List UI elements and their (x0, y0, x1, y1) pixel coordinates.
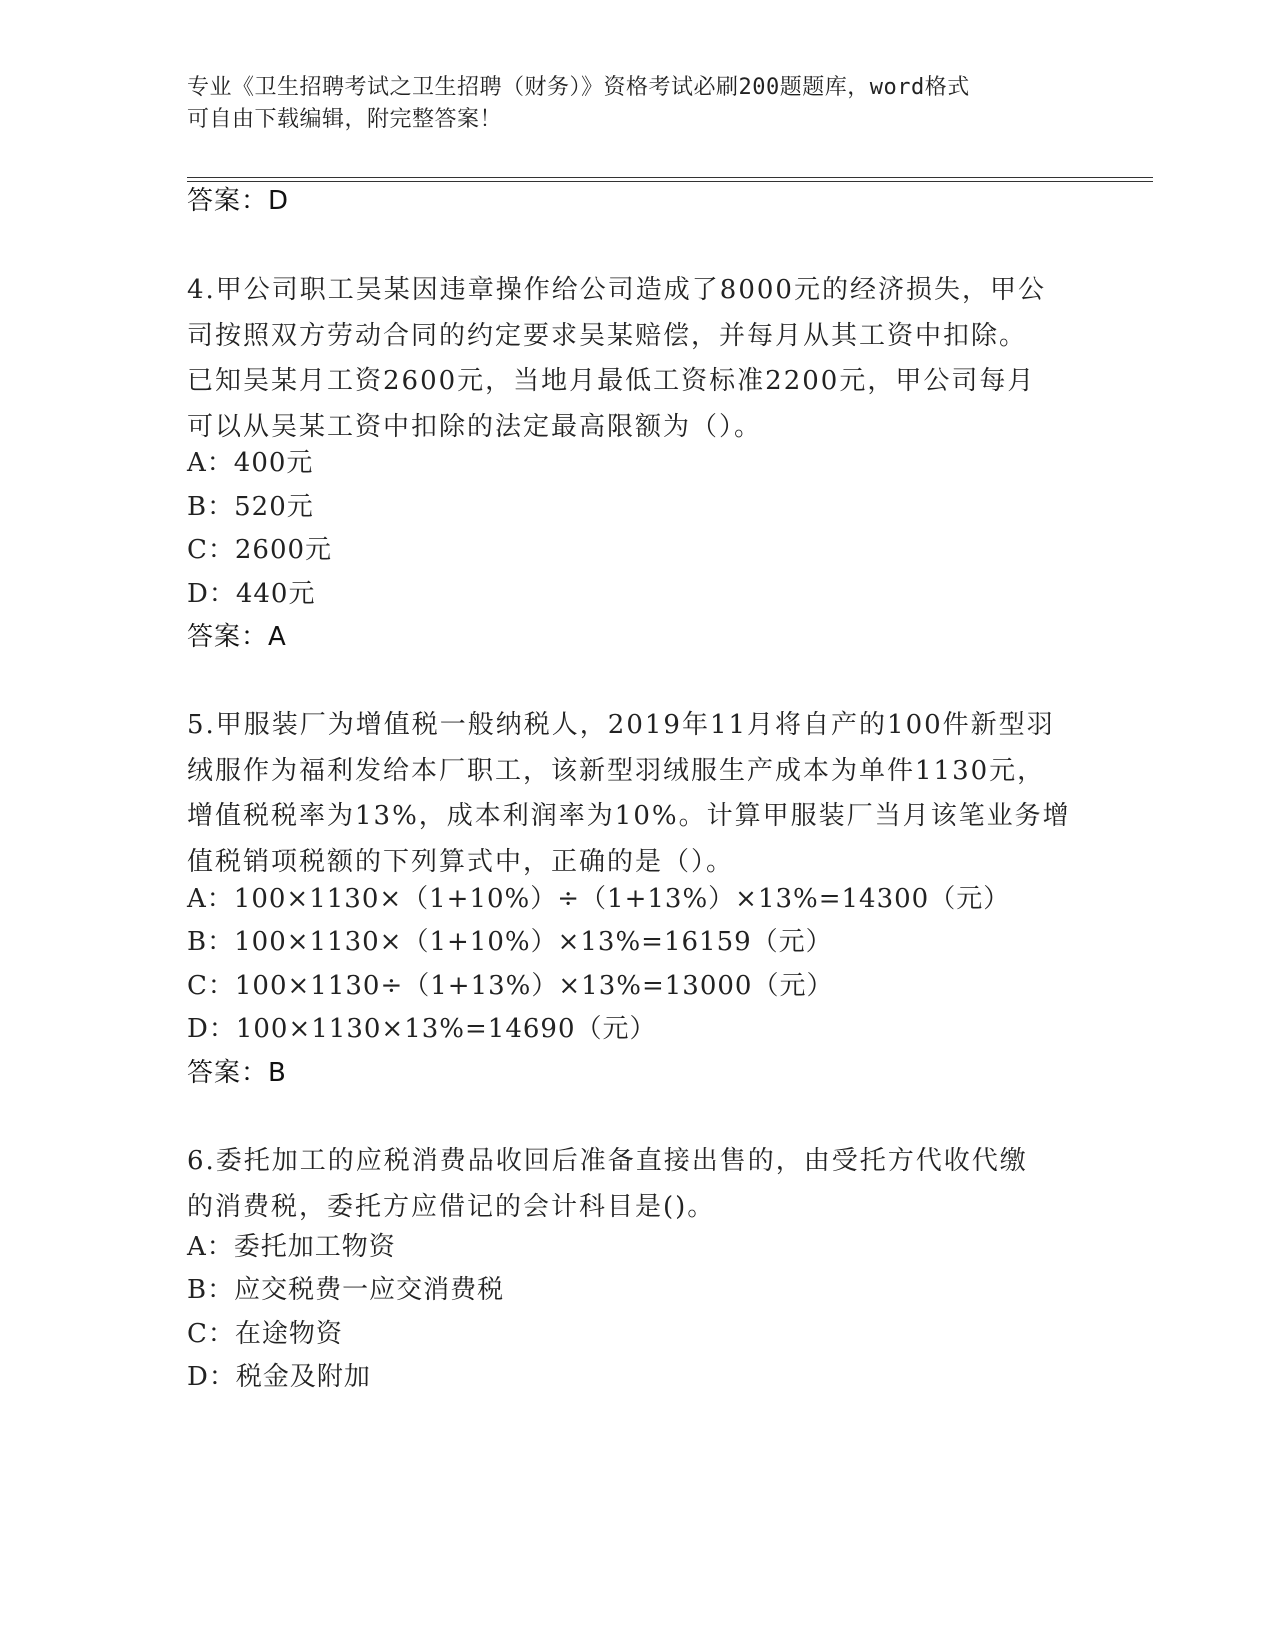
question-6-stem-line: 6.委托加工的应税消费品收回后准备直接出售的，由受托方代收代缴 (187, 1146, 1028, 1176)
question-5-stem-line: 增值税税率为13%，成本利润率为10%。计算甲服装厂当月该笔业务增 (187, 801, 1071, 831)
question-5-stem-line: 5.甲服装厂为增值税一般纳税人，2019年11月将自产的100件新型羽 (187, 710, 1055, 740)
question-4-option-d: D：440元 (187, 579, 316, 609)
document-header (187, 72, 1087, 136)
question-6-option-b: B：应交税费一应交消费税 (187, 1275, 505, 1305)
header-line-1: 专业《卫生招聘考试之卫生招聘（财务）》资格考试必刷200题题库，word格式 (187, 75, 970, 100)
previous-answer: 答案：D (187, 186, 290, 216)
header-line-2: 可自由下载编辑，附完整答案！ (187, 107, 503, 132)
question-5-stem-line: 值税销项税额的下列算式中，正确的是（）。 (187, 846, 735, 877)
question-5-stem-line: 绒服作为福利发给本厂职工，该新型羽绒服生产成本为单件1130元， (187, 755, 1046, 786)
question-5-option-d: D：100×1130×13%=14690（元） (187, 1014, 657, 1044)
question-4-answer: 答案：A (187, 622, 287, 652)
question-4-option-b: B：520元 (187, 492, 314, 522)
question-6-stem-line: 的消费税，委托方应借记的会计科目是()。 (187, 1191, 716, 1222)
question-6-option-c: C：在途物资 (187, 1319, 343, 1349)
question-5-option-b: B：100×1130×（1+10%）×13%=16159（元） (187, 927, 833, 957)
question-5-option-c: C：100×1130÷（1+13%）×13%=13000（元） (187, 971, 834, 1001)
question-4-stem-line: 已知吴某月工资2600元，当地月最低工资标准2200元，甲公司每月 (187, 366, 1036, 396)
question-4-stem-line: 司按照双方劳动合同的约定要求吴某赔偿，并每月从其工资中扣除。 (187, 320, 1028, 351)
header-divider-top (187, 177, 1153, 178)
question-4-option-c: C：2600元 (187, 535, 333, 565)
question-4-stem-line: 4.甲公司职工吴某因违章操作给公司造成了8000元的经济损失，甲公 (187, 275, 1046, 305)
question-5-answer: 答案：B (187, 1058, 287, 1088)
question-6-option-a: A：委托加工物资 (187, 1232, 396, 1262)
header-divider-bottom (187, 181, 1153, 182)
question-4-stem (187, 268, 1087, 450)
question-5-option-a: A：100×1130×（1+10%）÷（1+13%）×13%=14300（元） (187, 884, 1011, 914)
question-4-option-a: A：400元 (187, 448, 314, 478)
question-6-stem (187, 1139, 1087, 1230)
question-5-stem (187, 703, 1087, 885)
question-6-option-d: D：税金及附加 (187, 1362, 371, 1392)
question-4-stem-line: 可以从吴某工资中扣除的法定最高限额为（）。 (187, 411, 763, 442)
